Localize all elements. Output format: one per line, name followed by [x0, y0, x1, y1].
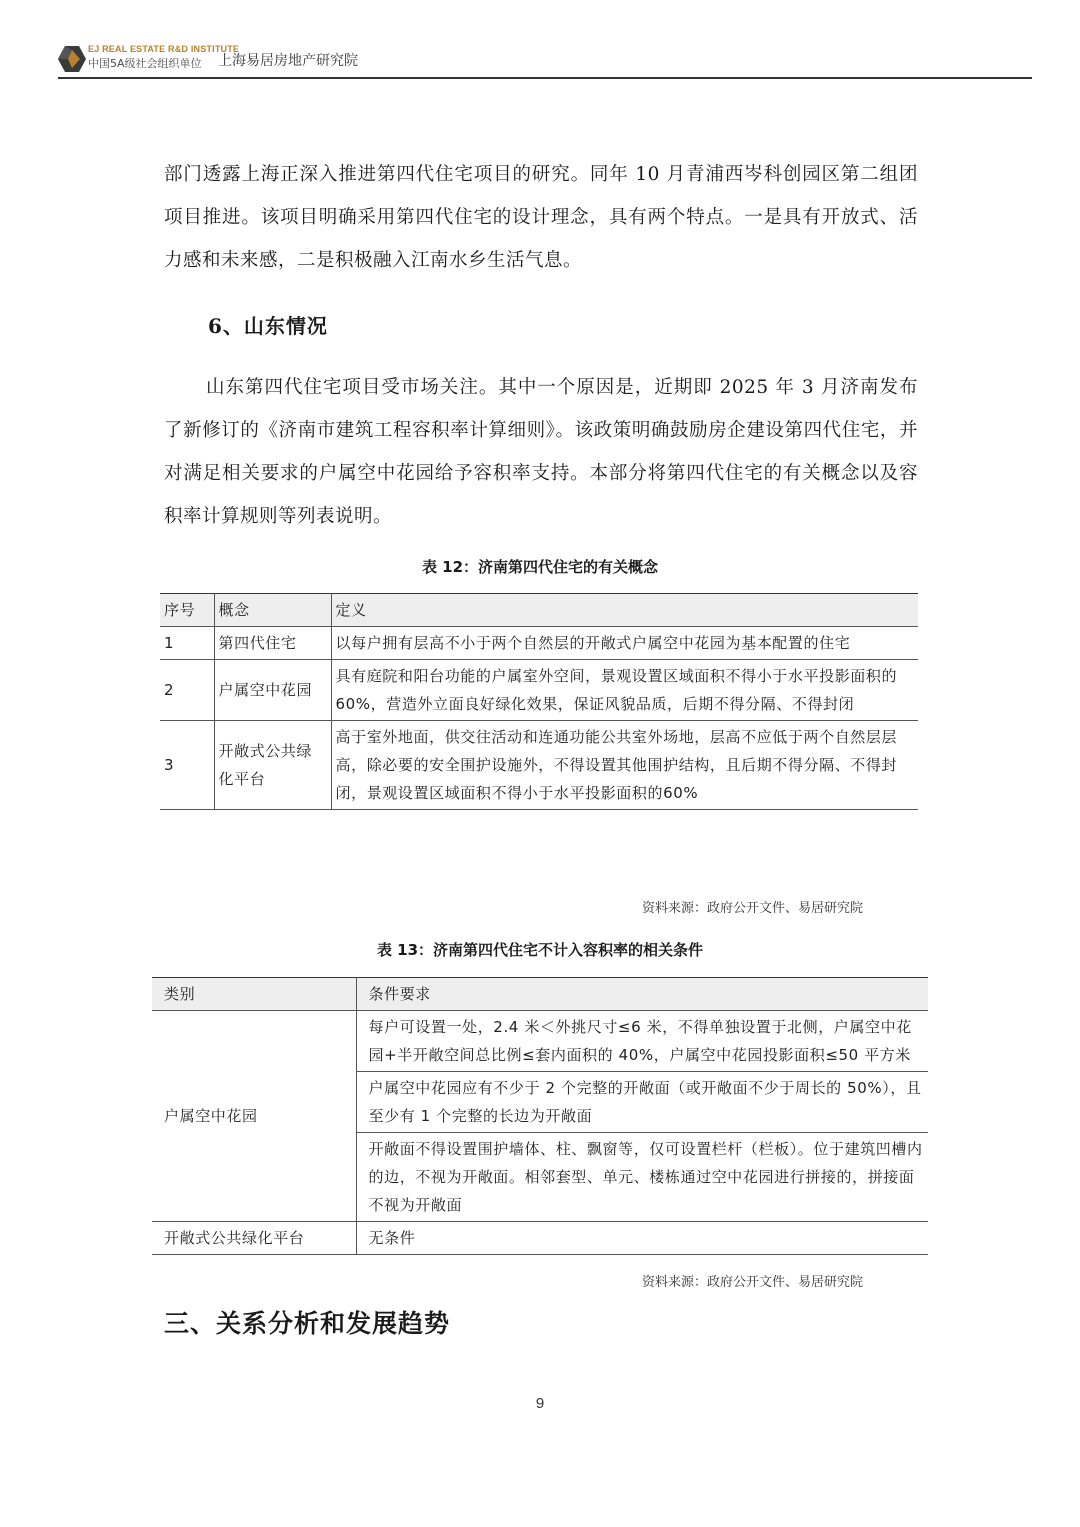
column-header-requirements: 条件要求 — [356, 978, 928, 1011]
table-row — [160, 627, 918, 660]
row-number: 3 — [160, 721, 214, 810]
row-category: 开敞式公共绿化平台 — [152, 1222, 356, 1255]
row-definition: 以每户拥有层高不小于两个自然层的开敞式户属空中花园为基本配置的住宅 — [331, 627, 918, 660]
row-definition: 高于室外地面，供交往活动和连通功能公共室外场地，层高不应低于两个自然层层高，除必要的安全围护设施外，不得设置其他围护结构，且后期不得分隔、不得封闭，景观设置区域面积不得小于水平投影面积的60% — [331, 721, 918, 810]
table13-conditions — [152, 977, 928, 1255]
row-concept: 第四代住宅 — [214, 627, 331, 660]
row-number: 2 — [160, 660, 214, 721]
logo-chinese-text: 中国5A级社会组织单位 — [88, 57, 202, 70]
table-row — [160, 721, 918, 810]
ej-logo-icon — [58, 46, 86, 72]
table-row — [152, 1011, 928, 1072]
organization-name: 上海易居房地产研究院 — [218, 53, 358, 69]
logo-english-text: EJ REAL ESTATE R&D INSTITUTE — [88, 44, 240, 54]
page-header — [58, 44, 1032, 80]
table-header-row — [160, 594, 918, 627]
row-condition: 户属空中花园应有不少于 2 个完整的开敞面（或开敞面不少于周长的 50%），且至少有 1 个完整的长边为开敞面 — [356, 1072, 928, 1133]
table-row — [160, 660, 918, 721]
table-row — [152, 1222, 928, 1255]
table12-source: 资料来源：政府公开文件、易居研究院 — [642, 901, 864, 916]
column-header-definition: 定义 — [331, 594, 918, 627]
row-concept: 开敞式公共绿化平台 — [214, 721, 331, 810]
column-header-concept: 概念 — [214, 594, 331, 627]
column-header-no: 序号 — [160, 594, 214, 627]
row-concept: 户属空中花园 — [214, 660, 331, 721]
row-definition: 具有庭院和阳台功能的户属室外空间，景观设置区域面积不得小于水平投影面积的 60%，营造外立面良好绿化效果，保证风貌品质，后期不得分隔、不得封闭 — [331, 660, 918, 721]
column-header-category: 类别 — [152, 978, 356, 1011]
section-heading-shandong: 6、山东情况 — [208, 314, 328, 338]
table12-concepts — [160, 593, 918, 810]
table-header-row — [152, 978, 928, 1011]
shandong-paragraph: 山东第四代住宅项目受市场关注。其中一个原因是，近期即 2025 年 3 月济南发布了新修订的《济南市建筑工程容积率计算细则》。该政策明确鼓励房企建设第四代住宅，并对满足相关要求的户属空中花园给予容积率支持。本部分将第四代住宅的有关概念以及容积率计算规则等列表说明。 — [164, 377, 918, 527]
row-condition: 无条件 — [356, 1222, 928, 1255]
table12-caption: 表 12：济南第四代住宅的有关概念 — [421, 558, 659, 576]
table13-caption: 表 13：济南第四代住宅不计入容积率的相关条件 — [376, 941, 704, 959]
row-category: 户属空中花园 — [152, 1011, 356, 1222]
row-condition: 每户可设置一处，2.4 米＜外挑尺寸≤6 米，不得单独设置于北侧，户属空中花园+半开敞空间总比例≤套内面积的 40%，户属空中花园投影面积≤50 平方米 — [356, 1011, 928, 1072]
section-heading-analysis: 三、关系分析和发展趋势 — [164, 1309, 451, 1338]
intro-paragraph: 部门透露上海正深入推进第四代住宅项目的研究。同年 10 月青浦西岑科创园区第二组团项目推进。该项目明确采用第四代住宅的设计理念，具有两个特点。一是具有开放式、活力感和未来感，二是积极融入江南水乡生活气息。 — [164, 164, 918, 271]
row-number: 1 — [160, 627, 214, 660]
table13-source: 资料来源：政府公开文件、易居研究院 — [642, 1275, 864, 1290]
row-condition: 开敞面不得设置围护墙体、柱、飘窗等，仅可设置栏杆（栏板）。位于建筑凹槽内的边，不视为开敞面。相邻套型、单元、楼栋通过空中花园进行拼接的，拼接面不视为开敞面 — [356, 1133, 928, 1222]
page-number: 9 — [535, 1395, 545, 1412]
header-divider — [58, 77, 1032, 79]
